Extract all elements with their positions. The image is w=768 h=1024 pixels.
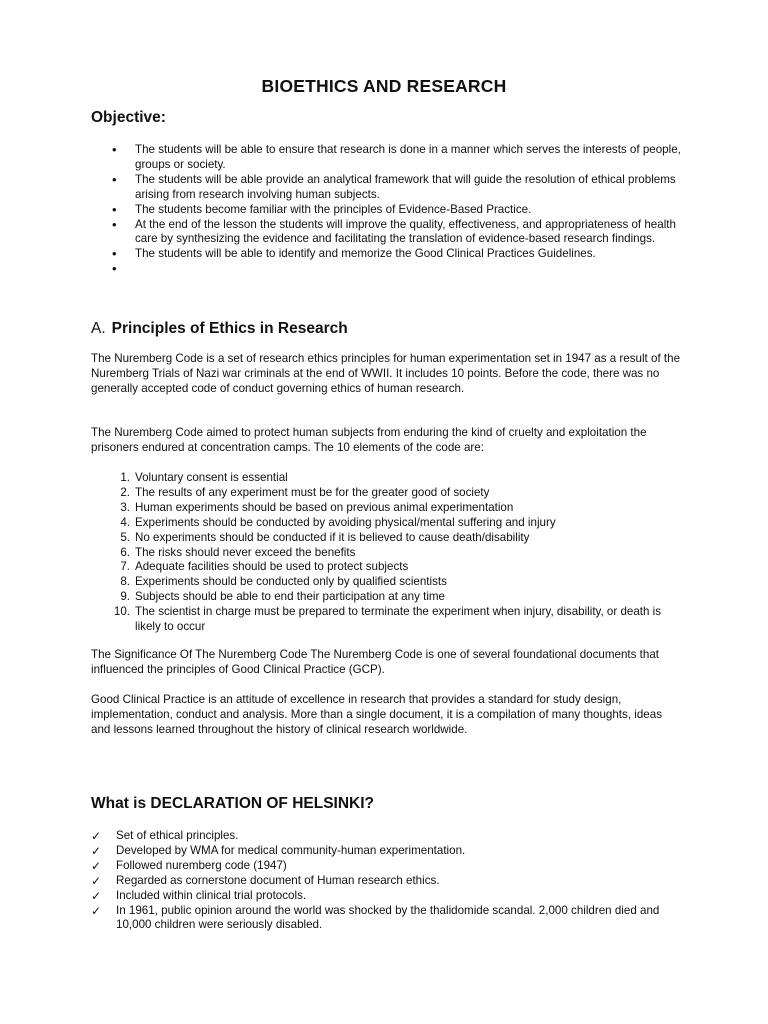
objective-heading: Objective: xyxy=(91,109,166,126)
code-element: 10. The scientist in charge must be prepared to terminate the experiment when injury, disability, or death is likely to occur xyxy=(113,605,662,634)
helsinki-item: ✓ Developed by WMA for medical community-human experimentation. xyxy=(91,843,466,858)
code-element: 3. Human experiments should be based on previous animal experimentation xyxy=(120,500,514,514)
code-element: 8. Experiments should be conducted only by qualified scientists xyxy=(120,575,447,589)
checkmark-icon: ✓ xyxy=(91,829,102,843)
bullet-dot-icon: • xyxy=(112,142,117,157)
objective-item-empty xyxy=(108,262,688,277)
objective-item xyxy=(108,203,688,218)
code-element: 7. Adequate facilities should be used to protect subjects xyxy=(120,560,409,574)
code-element: 5. No experiments should be conducted if it is believed to cause death/disability xyxy=(120,530,530,544)
bullet-dot-icon: • xyxy=(112,246,117,262)
objective-item xyxy=(108,247,688,262)
helsinki-item: ✓ Included within clinical trial protocols. xyxy=(91,888,307,903)
helsinki-item: ✓ Regarded as cornerstone document of Human research ethics. xyxy=(91,873,440,888)
paragraph-nuremberg-aim: The Nuremberg Code aimed to protect human subjects from enduring the kind of cruelty and exploitation the prisoners endured at concentration camps. The 10 elements of the code are: xyxy=(91,426,647,454)
objective-item-text: The students will be able to identify and memorize the Good Clinical Practices Guidelines. xyxy=(135,247,596,261)
objective-item xyxy=(108,173,688,203)
objective-item-text: The students become familiar with the principles of Evidence-Based Practice. xyxy=(135,202,532,216)
code-element: 9. Subjects should be able to end their participation at any time xyxy=(120,590,446,604)
paragraph-gcp: Good Clinical Practice is an attitude of excellence in research that provides a standard for study design, implementation, conduct and analysis. More than a single document, it is a compilation of many thoughts, ideas and lessons learned throughout the history of clinical research worldwide. xyxy=(91,693,662,736)
bullet-dot-icon: • xyxy=(112,171,117,187)
code-elements-list xyxy=(108,471,678,635)
objective-item xyxy=(108,143,688,173)
bullet-dot-icon: • xyxy=(112,216,117,232)
paragraph-nuremberg-intro: The Nuremberg Code is a set of research ethics principles for human experimentation set in 1947 as a result of the Nuremberg Trials of Nazi war criminals at the end of WWII. It includes 10 points. Before the code, there was no generally accepted code of conduct governing ethics of human research. xyxy=(91,352,681,395)
objective-item xyxy=(108,218,688,248)
section-letter: A. xyxy=(91,320,106,337)
objective-list xyxy=(108,143,688,277)
bullet-dot-icon: • xyxy=(112,261,117,277)
helsinki-item: ✓ Followed nuremberg code (1947) xyxy=(91,858,287,873)
helsinki-list xyxy=(91,829,681,933)
helsinki-item: ✓ In 1961, public opinion around the world was shocked by the thalidomide scandal. 2,000 children died and 10,000 children were seriously disabled. xyxy=(91,903,660,932)
section-title: Principles of Ethics in Research xyxy=(111,320,348,337)
checkmark-icon: ✓ xyxy=(91,873,102,888)
objective-item-text: At the end of the lesson the students will improve the quality, effectiveness, and appropriateness of health care by synthesizing the evidence and facilitating the translation of evidence-based research findings. xyxy=(135,217,676,246)
objective-item-text: The students will be able to ensure that research is done in a manner which serves the interests of people, groups or society. xyxy=(135,143,681,171)
helsinki-item: ✓ Set of ethical principles. xyxy=(91,829,239,843)
checkmark-icon: ✓ xyxy=(91,888,102,903)
code-element: 2. The results of any experiment must be for the greater good of society xyxy=(120,485,490,499)
code-element: 1. Voluntary consent is essential xyxy=(120,471,288,484)
checkmark-icon: ✓ xyxy=(91,903,102,918)
document-title: BIOETHICS AND RESEARCH xyxy=(261,76,507,96)
code-element: 4. Experiments should be conducted by avoiding physical/mental suffering and injury xyxy=(120,515,556,529)
paragraph-significance: The Significance Of The Nuremberg Code The Nuremberg Code is one of several foundational documents that influenced the principles of Good Clinical Practice (GCP). xyxy=(91,648,659,676)
bullet-dot-icon: • xyxy=(112,201,117,217)
checkmark-icon: ✓ xyxy=(91,858,102,873)
objective-item-text: The students will be able provide an analytical framework that will guide the resolution of ethical problems arising from research involving human subjects. xyxy=(135,172,676,201)
section-a-heading xyxy=(91,320,348,338)
code-element: 6. The risks should never exceed the benefits xyxy=(120,545,356,559)
checkmark-icon: ✓ xyxy=(91,843,102,858)
helsinki-heading: What is DECLARATION OF HELSINKI? xyxy=(91,795,375,812)
